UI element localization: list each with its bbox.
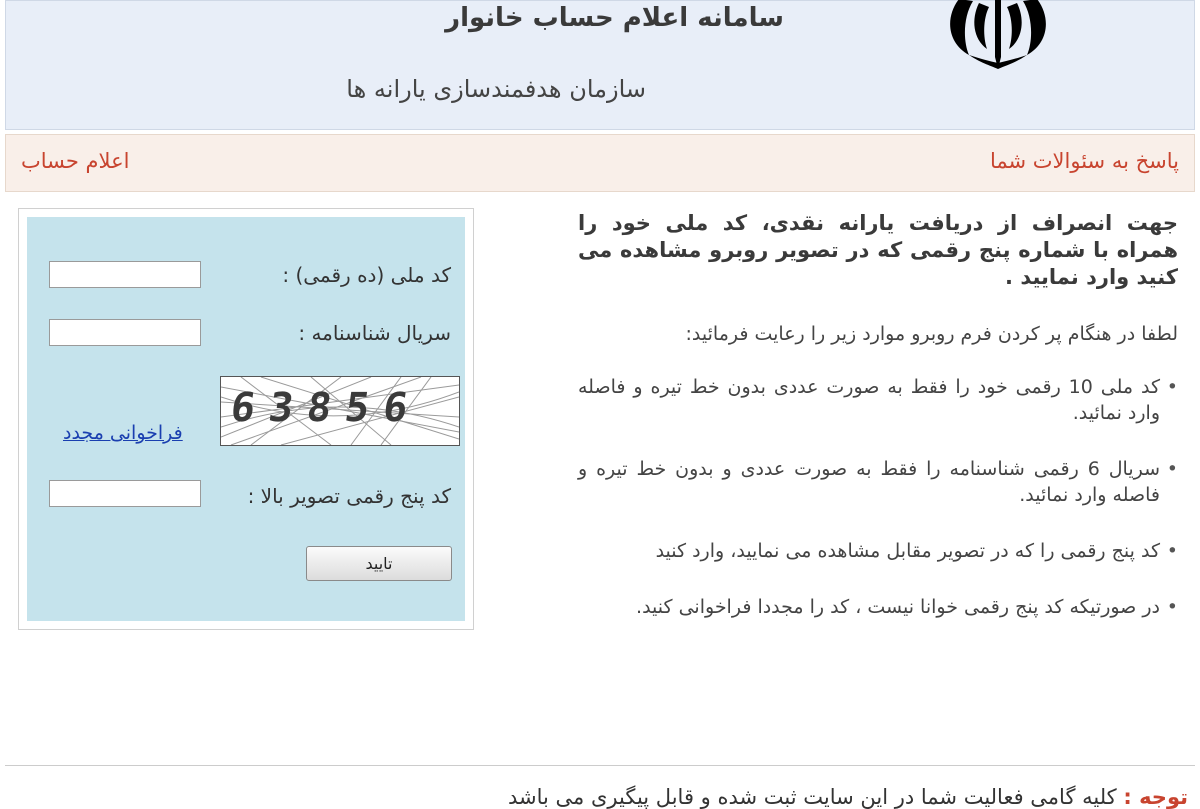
list-item: • در صورتیکه کد پنج رقمی خوانا نیست ، کد را مجددا فراخوانی کنید. (636, 596, 1178, 618)
form-panel-body (27, 217, 465, 621)
footer-divider (5, 765, 1195, 766)
captcha-code: 63856 (227, 385, 425, 431)
list-item: • سریال 6 رقمی شناسنامه را فقط به صورت عددی و بدون خط تیره و فاصله وارد نمائید. (578, 458, 1178, 506)
notice-text: کلیه گامی فعالیت شما در این سایت ثبت شده و قابل پیگیری می باشد (508, 785, 1117, 809)
instructions-intro: جهت انصراف از دریافت یارانه نقدی، کد ملی خود را همراه با شماره پنج رقمی که در تصویر روبرو مشاهده می کنید وارد نمایید . (578, 211, 1178, 289)
form-panel (18, 208, 474, 630)
national-code-label: کد ملی (ده رقمی) : (282, 263, 451, 287)
bullet-icon: • (1166, 596, 1178, 618)
bullet-icon: • (1166, 458, 1178, 480)
national-code-input[interactable] (49, 261, 201, 288)
footer-notice (508, 785, 1188, 809)
captcha-image (220, 376, 460, 446)
captcha-reload-link[interactable]: فراخوانی مجدد (63, 422, 183, 444)
bullet-icon: • (1166, 540, 1178, 562)
rules-list (578, 374, 1178, 620)
instructions-note: لطفا در هنگام پر کردن فرم روبرو موارد زیر را رعایت فرمائید: (685, 323, 1178, 345)
list-item: • کد ملی 10 رقمی خود را فقط به صورت عددی بدون خط تیره و فاصله وارد نمائید. (578, 376, 1178, 424)
page-title: سامانه اعلام حساب خانوار (445, 3, 784, 33)
site-header (5, 0, 1195, 130)
bullet-icon: • (1166, 376, 1178, 398)
nav-link-account[interactable]: اعلام حساب (21, 149, 130, 173)
captcha-label: کد پنج رقمی تصویر بالا : (247, 484, 451, 508)
notice-label: توجه : (1123, 785, 1188, 809)
nav-bar (5, 134, 1195, 192)
iran-emblem-icon (939, 0, 1057, 75)
nav-link-faq[interactable]: پاسخ به سئوالات شما (989, 149, 1179, 173)
captcha-input[interactable] (49, 480, 201, 507)
instructions-panel (578, 210, 1178, 650)
organization-name: سازمان هدفمندسازی یارانه ها (346, 75, 646, 103)
serial-label: سریال شناسنامه : (298, 321, 451, 345)
confirm-button[interactable]: تایید (306, 546, 452, 581)
serial-input[interactable] (49, 319, 201, 346)
list-item: • کد پنج رقمی را که در تصویر مقابل مشاهده می نمایید، وارد کنید (655, 540, 1178, 562)
